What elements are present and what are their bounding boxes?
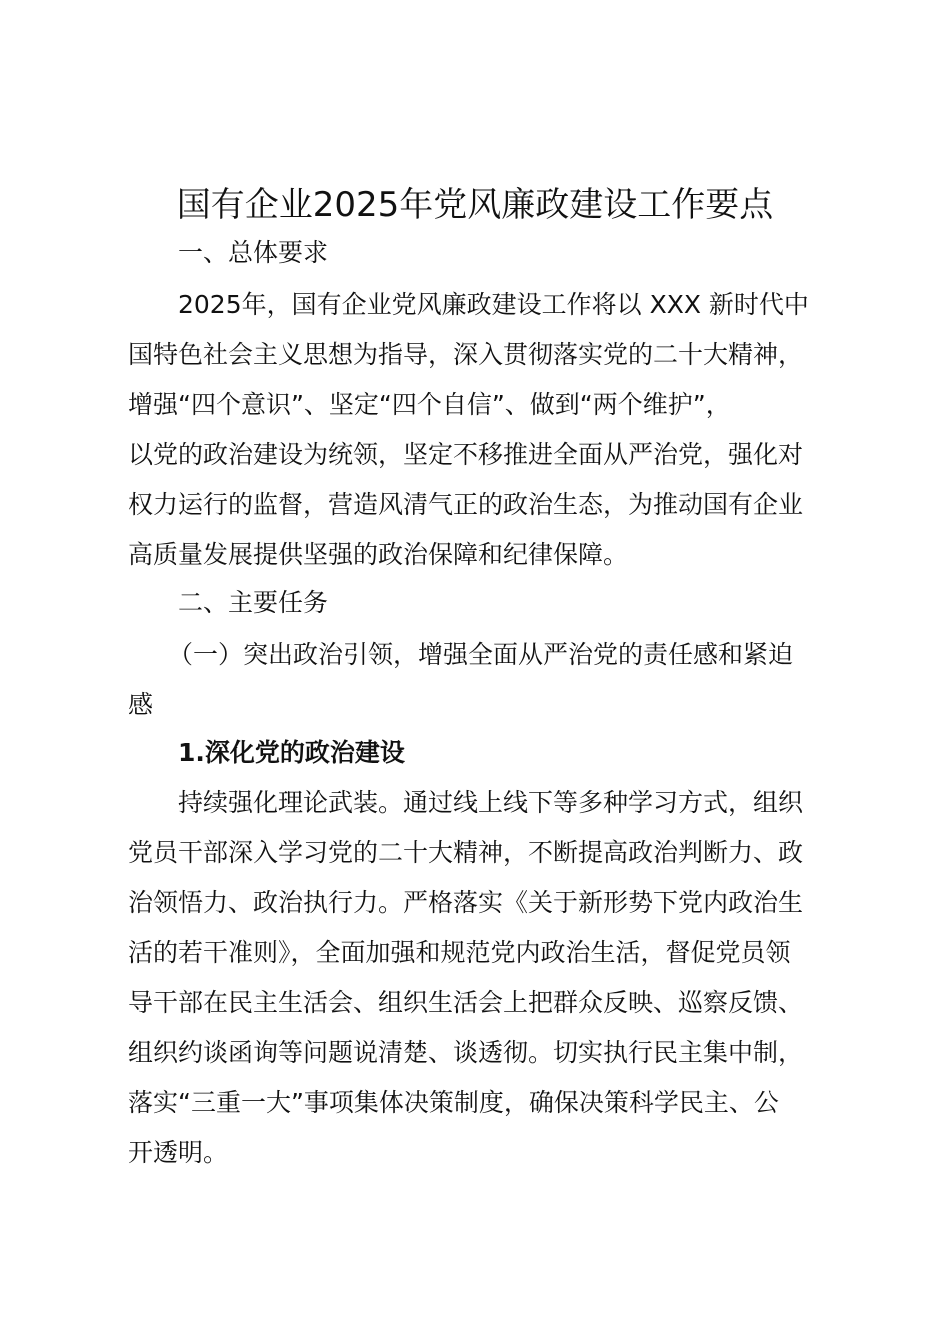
paragraph-line: 以党的政治建设为统领，坚定不移推进全面从严治党，强化对 [128,440,804,469]
subsection-line: （一）突出政治引领，增强全面从严治党的责任感和紧迫 [168,640,794,669]
paragraph-theory [128,778,833,1178]
subsection-line: 感 [128,690,154,719]
paragraph-line: 党员干部深入学习党的二十大精神，不断提高政治判断力、政 [128,838,804,867]
paragraph-line: 活的若干准则》，全面加强和规范党内政治生活，督促党员领 [128,938,791,967]
paragraph-line: 增强“四个意识”、坚定“四个自信”、做到“两个维护”， [128,390,731,419]
paragraph-line: 高质量发展提供坚强的政治保障和纪律保障。 [128,540,629,569]
paragraph-line: 落实“三重一大”事项集体决策制度，确保决策科学民主、公 [128,1088,779,1117]
document-title: 国有企业2025年党风廉政建设工作要点 [176,185,774,225]
paragraph-line: 治领悟力、政治执行力。严格落实《关于新形势下党内政治生 [128,888,804,917]
subsection-heading-political-leadership [128,630,833,730]
paragraph-line: 组织约谈函询等问题说清楚、谈透彻。切实执行民主集中制， [128,1038,804,1067]
paragraph-line: 开透明。 [128,1138,229,1167]
item-heading-text: 1.深化党的政治建设 [178,738,405,767]
section-heading-text: 二、主要任务 [178,588,329,617]
item-heading-political-construction [128,728,833,778]
section-heading-text: 一、总体要求 [178,238,329,267]
paragraph-line: 持续强化理论武装。通过线上线下等多种学习方式，组织 [178,788,804,817]
paragraph-line: 权力运行的监督，营造风清气正的政治生态，为推动国有企业 [128,490,804,519]
paragraph-line: 2025年，国有企业党风廉政建设工作将以 XXX 新时代中 [178,290,809,319]
paragraph-overall [128,280,833,580]
section-heading-main-tasks [128,578,833,628]
section-heading-overall-requirements [128,228,833,278]
paragraph-line: 国特色社会主义思想为指导，深入贯彻落实党的二十大精神， [128,340,804,369]
paragraph-line: 导干部在民主生活会、组织生活会上把群众反映、巡察反馈、 [128,988,804,1017]
